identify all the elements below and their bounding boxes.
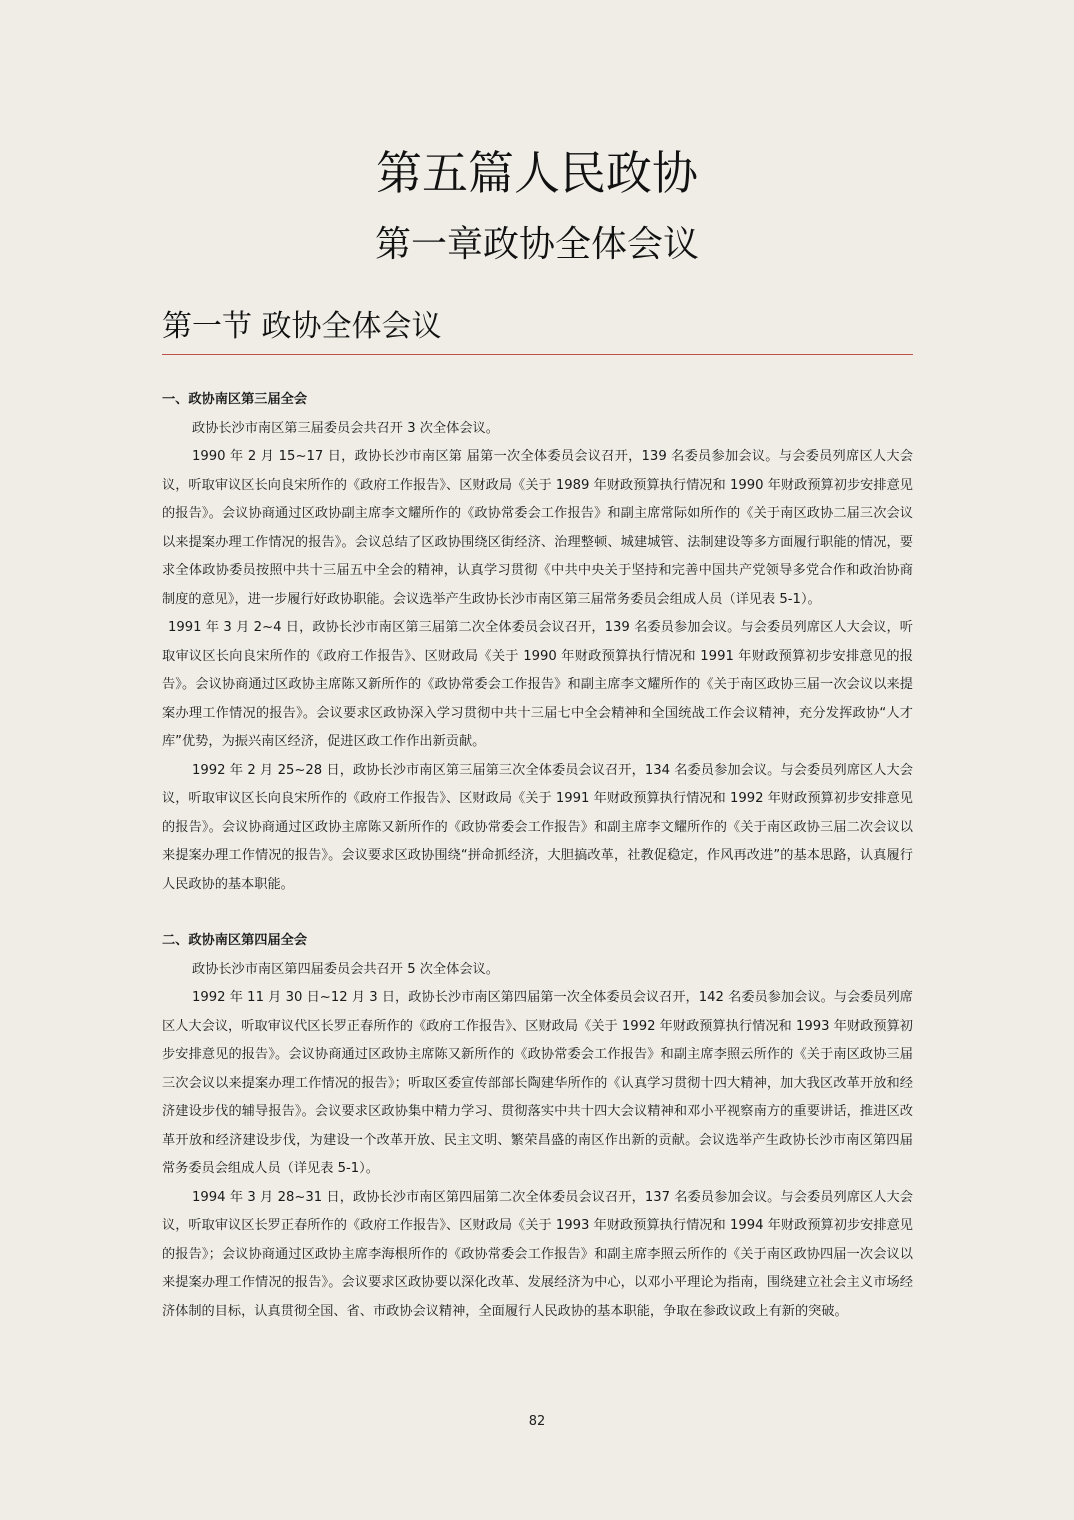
paragraph: 政协长沙市南区第四届委员会共召开 5 次全体会议。: [192, 961, 499, 977]
section-title: 第一节 政协全体会议: [162, 309, 442, 344]
paragraph: 1992 年 2 月 25~28 日，政协长沙市南区第三届第三次全体委员会议召开，134 名委员参加会议。与会委员列席区人大会议，听取审议区长向良宋所作的《政府工作报告》、区财政局《关于 1991 年财政预算执行情况和 1992 年财政预算初步安排意见的报告》。会议协商通过区政协主席陈又新所作的《政协常委会工作报告》和副主席李文耀所作的《关于南区政协三届二次会议以来提案办理工作情况的报告》。会议要求区政协围绕“拼命抓经济，大胆搞改革，社教促稳定，作风再改进”的基本思路，认真履行人民政协的基本职能。: [162, 762, 913, 892]
page-number: 82: [528, 1414, 546, 1429]
paragraph: 1990 年 2 月 15~17 日，政协长沙市南区第 届第一次全体委员会议召开，139 名委员参加会议。与会委员列席区人大会议，听取审议区长向良宋所作的《政府工作报告》、区财政局《关于 1989 年财政预算执行情况和 1990 年财政预算初步安排意见的报告》。会议协商通过区政协副主席李文耀所作的《政协常委会工作报告》和副主席常际如所作的《关于南区政协二届三次会议以来提案办理工作情况的报告》。会议总结了区政协围绕区街经济、治理整顿、城建城管、法制建设等多方面履行职能的情况，要求全体政协委员按照中共十三届五中全会的精神，认真学习贯彻《中共中央关于坚持和完善中国共产党领导多党合作和政治协商制度的意见》，进一步履行好政协职能。会议选举产生政协长沙市南区第三届常务委员会组成人员（详见表 5-1）。: [162, 449, 913, 607]
paragraph: 政协长沙市南区第三届委员会共召开 3 次全体会议。: [192, 420, 499, 436]
section-divider: [162, 354, 913, 355]
section-gap: [162, 899, 913, 927]
body-text: [162, 386, 913, 1326]
subsection-heading: 一、政协南区第三届全会: [162, 392, 308, 407]
paragraph: 1992 年 11 月 30 日~12 月 3 日，政协长沙市南区第四届第一次全体委员会议召开，142 名委员参加会议。与会委员列席区人大会议，听取审议代区长罗正春所作的《政府工作报告》、区财政局《关于 1992 年财政预算执行情况和 1993 年财政预算初步安排意见的报告》。会议协商通过区政协主席陈又新所作的《政协常委会工作报告》和副主席李照云所作的《关于南区政协三届三次会议以来提案办理工作情况的报告》；听取区委宣传部部长陶建华所作的《认真学习贯彻十四大精神，加大我区改革开放和经济建设步伐的辅导报告》。会议要求区政协集中精力学习、贯彻落实中共十四大会议精神和邓小平视察南方的重要讲话，推进区改革开放和经济建设步伐，为建设一个改革开放、民主文明、繁荣昌盛的南区作出新的贡献。会议选举产生政协长沙市南区第四届常务委员会组成人员（详见表 5-1）。: [162, 990, 913, 1176]
part-title: 第五篇人民政协: [376, 146, 698, 200]
chapter-title: 第一章政协全体会议: [374, 224, 699, 265]
paragraph: 1991 年 3 月 2~4 日，政协长沙市南区第三届第二次全体委员会议召开，139 名委员参加会议。与会委员列席区人大会议，听取审议区长向良宋所作的《政府工作报告》、区财政局《关于 1990 年财政预算执行情况和 1991 年财政预算初步安排意见的报告》。会议协商通过区政协主席陈又新所作的《政协常委会工作报告》和副主席李文耀所作的《关于南区政协三届一次会议以来提案办理工作情况的报告》。会议要求区政协深入学习贯彻中共十三届七中全会精神和全国统战工作会议精神，充分发挥政协“人才库”优势，为振兴南区经济，促进区政工作作出新贡献。: [162, 620, 913, 749]
subsection-heading: 二、政协南区第四届全会: [162, 933, 308, 948]
paragraph: 1994 年 3 月 28~31 日，政协长沙市南区第四届第二次全体委员会议召开，137 名委员参加会议。与会委员列席区人大会议，听取审议区长罗正春所作的《政府工作报告》、区财政局《关于 1993 年财政预算执行情况和 1994 年财政预算初步安排意见的报告》；会议协商通过区政协主席李海根所作的《政协常委会工作报告》和副主席李照云所作的《关于南区政协四届一次会议以来提案办理工作情况的报告》。会议要求区政协要以深化改革、发展经济为中心，以邓小平理论为指南，围绕建立社会主义市场经济体制的目标，认真贯彻全国、省、市政协会议精神，全面履行人民政协的基本职能，争取在参政议政上有新的突破。: [162, 1189, 913, 1319]
